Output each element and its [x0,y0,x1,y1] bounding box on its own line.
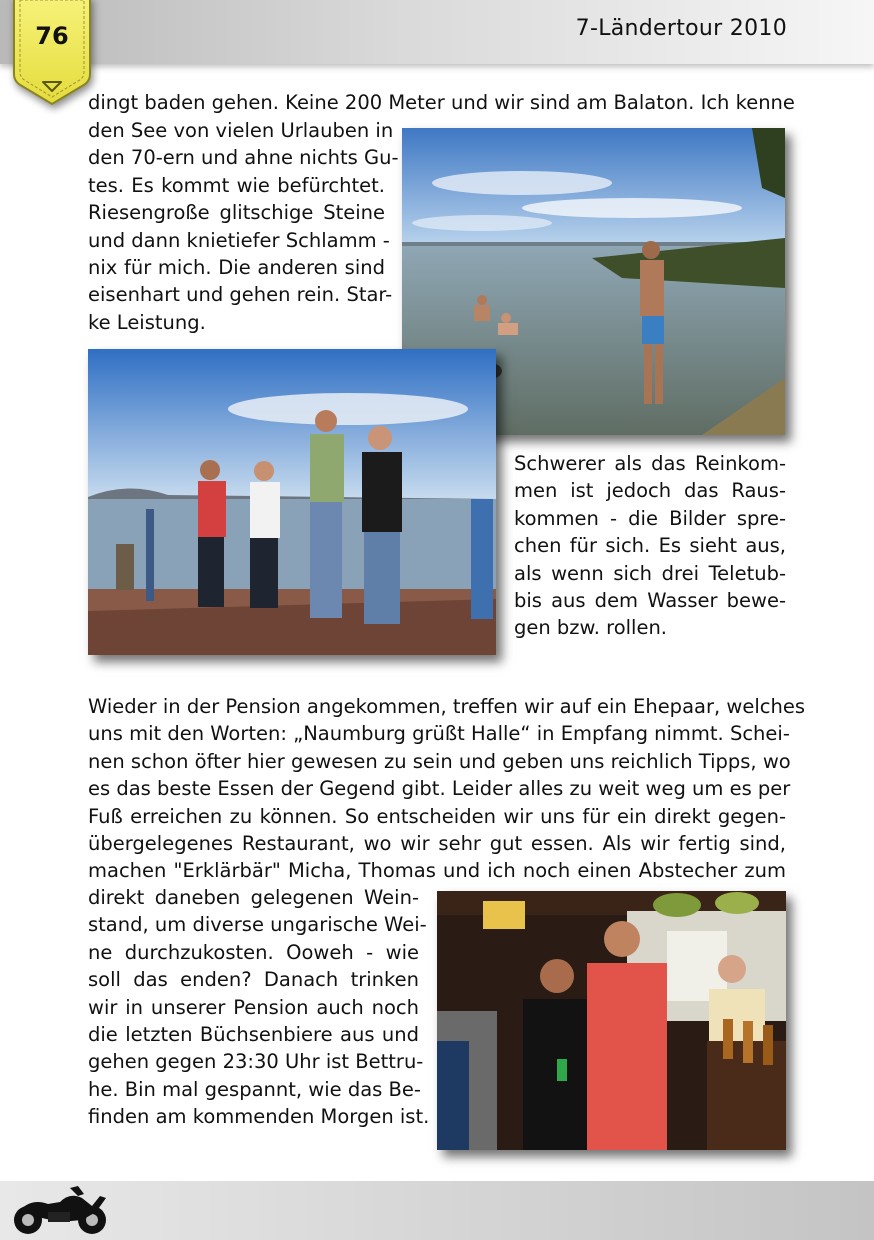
text-line: ne durchzukosten. Ooweh - wie [88,940,419,964]
text-line: gehen gegen 23:30 Uhr ist Bettru- [88,1050,424,1074]
text-line: eisenhart und gehen rein. Star- [88,283,393,307]
text-line: machen "Erklärbär" Micha, Thomas und ich noch einen Abstecher zum [88,859,786,883]
text-line: bis aus dem Wasser bewe- [514,589,786,613]
paragraph-3 [88,693,805,885]
text-line: übergelegenes Restaurant, wo wir sehr gut essen. Als wir fertig sind, [88,832,786,856]
paragraph-1-wrap [88,117,399,336]
text-line: Riesengroße glitschige Steine [88,201,385,225]
text-line: es das beste Essen der Gegend gibt. Leider alles zu weit weg um es per [88,777,791,801]
text-line: dingt baden gehen. Keine 200 Meter und wir sind am Balaton. Ich kenne [88,91,795,114]
text-line: Fuß erreichen zu können. So entscheiden wir uns für ein direkt gegen- [88,804,786,828]
text-line: he. Bin mal gespannt, wie das Be- [88,1077,421,1101]
text-line: und dann knietiefer Schlamm - [88,228,390,252]
text-line: nix für mich. Die anderen sind [88,256,385,280]
paragraph-4 [88,884,430,1131]
paragraph-2 [514,450,786,642]
text-line: kommen - die Bilder spre- [514,506,786,530]
text-line: men ist jedoch das Raus- [514,479,786,503]
text-line: ke Leistung. [88,310,206,334]
text-line: direkt daneben gelegenen Wein- [88,886,419,909]
text-line: als wenn sich drei Teletub- [514,561,786,585]
text-line: den See von vielen Urlauben in [88,119,394,142]
text-line: uns mit den Worten: „Naumburg grüßt Halle“ in Empfang nimmt. Schei- [88,722,790,746]
motorcycle-icon [8,1184,110,1236]
text-line: Wieder in der Pension angekommen, treffen wir auf ein Ehepaar, welches [88,695,805,718]
footer-bar [0,1181,874,1240]
text-line: soll das enden? Danach trinken [88,968,419,992]
page-number: 76 [35,22,69,50]
text-line: stand, um diverse ungarische Wei- [88,913,427,937]
photo-group-pier [88,349,496,655]
page-number-badge [12,0,92,108]
text-line: die letzten Büchsenbiere aus und [88,1023,419,1047]
photo-wine-stand [437,891,786,1150]
text-line: Schwerer als das Reinkom- [514,452,786,475]
chapter-title: 7-Ländertour 2010 [575,16,787,41]
text-line: wir in unserer Pension auch noch [88,995,419,1019]
text-line: chen für sich. Es sieht aus, [514,534,786,558]
text-line: nen schon öfter hier gewesen zu sein und geben uns reichlich Tipps, wo [88,749,791,773]
text-line: tes. Es kommt wie befürchtet. [88,173,385,197]
text-line: den 70-ern und ahne nichts Gu- [88,146,399,170]
paragraph-1 [88,89,795,116]
text-line: gen bzw. rollen. [514,616,668,640]
text-line: finden am kommenden Morgen ist. [88,1105,430,1129]
